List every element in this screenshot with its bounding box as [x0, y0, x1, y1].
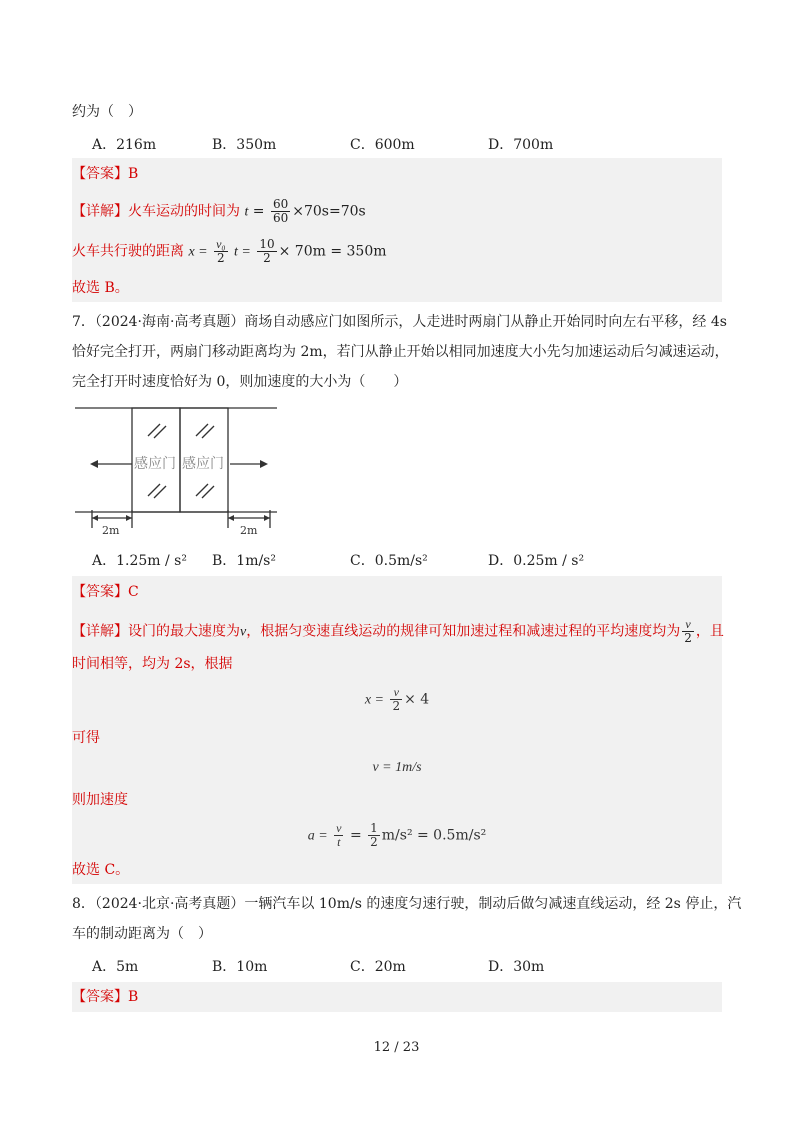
q8-stem-line2: 车的制动距离为（ ）	[72, 926, 212, 942]
q6-detail-label: 【详解】	[72, 203, 128, 220]
q6-option-a: A．216m	[92, 137, 157, 153]
door-left-label: 感应门	[134, 456, 176, 472]
q6-answer-block	[72, 158, 722, 302]
q7-door-figure	[70, 400, 285, 540]
q6-frac1: $\frac{60}{60}$	[272, 197, 289, 225]
q7-option-c: C．0.5m/s²	[350, 553, 428, 569]
q8-option-d: D．30m	[488, 959, 545, 975]
dim-right-label: 2m	[240, 524, 258, 537]
q7-stem-line1: 7．（2024·海南·高考真题）商场自动感应门如图所示，人走进时两扇门从静止开始同时向左右平移，经 4s	[72, 314, 727, 330]
q6-conclusion: 故选 B。	[72, 280, 129, 296]
right-arrow-icon	[260, 460, 268, 468]
left-arrow-icon	[90, 460, 98, 468]
q7-answer-block	[72, 576, 722, 884]
q6-option-b: B．350m	[212, 137, 277, 153]
q6-detail-line2: 火车共行驶的距离 x = $\frac{\text{v₀}}{2}$ t = $\frac{10}{2}$ × 70m = 350m	[72, 237, 387, 265]
q8-answer: 【答案】B	[72, 989, 139, 1005]
q7-stem-line3: 完全打开时速度恰好为 0，则加速度的大小为（ ）	[72, 374, 408, 390]
q6-option-c: C．600m	[350, 137, 415, 153]
q6-t-var: t	[244, 204, 249, 220]
q6-detail-text2: 火车共行驶的距离	[72, 243, 184, 260]
q7-kede: 可得	[72, 730, 100, 746]
q8-option-c: C．20m	[350, 959, 406, 975]
dim-left-label: 2m	[102, 524, 120, 537]
q6-detail-line1: 【详解】火车运动的时间为 t = $\frac{60}{60}$ ×70s=70s	[72, 197, 366, 225]
q6-stem-tail: 约为（ ）	[72, 104, 142, 120]
q7-eq1: x = $\frac{v}{2}$ × 4	[364, 685, 430, 713]
q7-stem-line2: 恰好完全打开，两扇门移动距离均为 2m，若门从静止开始以相同加速度大小先匀加速运动后匀减速运动，	[72, 344, 729, 360]
q8-option-a: A．5m	[92, 959, 139, 975]
q6-detail-text1: 火车运动的时间为	[128, 203, 240, 220]
q6-frac3: $\frac{10}{2}$	[259, 237, 275, 265]
q7-option-b: B．1m/s²	[212, 553, 276, 569]
q7-answer: 【答案】C	[72, 584, 139, 600]
q8-stem-line1: 8．（2024·北京·高考真题）一辆汽车以 10m/s 的速度匀速行驶，制动后做匀减速直线运动，经 2s 停止，汽	[72, 896, 742, 912]
q8-answer-block	[72, 982, 722, 1012]
q6-frac2: $\frac{\text{v₀}}{2}$	[216, 237, 226, 265]
q7-option-a: A．1.25m / s²	[92, 553, 187, 569]
q6-answer: 【答案】B	[72, 166, 139, 182]
q8-option-b: B．10m	[212, 959, 268, 975]
door-right-label: 感应门	[182, 456, 224, 472]
q7-ze: 则加速度	[72, 792, 128, 808]
q7-detail-line1: 【详解】设门的最大速度为v，根据匀变速直线运动的规律可知加速过程和减速过程的平均速度均为 $\frac{v}{2}$ ，且	[72, 617, 724, 645]
page-number: 12 / 23	[373, 1040, 420, 1055]
q7-conclusion: 故选 C。	[72, 862, 130, 878]
q7-option-d: D．0.25m / s²	[488, 553, 585, 569]
q7-eq2: v = 1m/s	[372, 760, 422, 775]
q6-option-d: D．700m	[488, 137, 554, 153]
q7-detail-line2: 时间相等，均为 2s，根据	[72, 656, 233, 672]
q7-eq3: a = $\frac{v}{t}$ = $\frac{1}{2}$ m/s² = 0.5m/s²	[307, 821, 487, 849]
